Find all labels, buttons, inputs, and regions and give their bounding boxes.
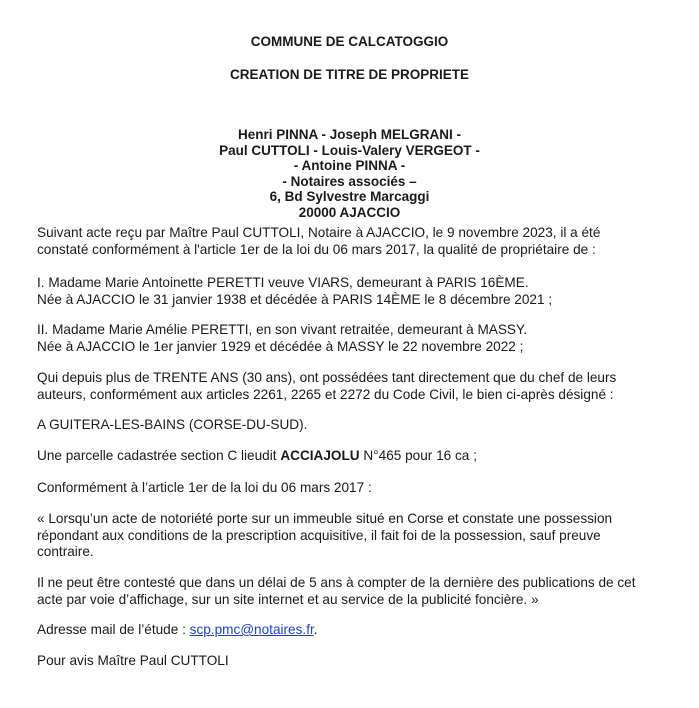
notaries-line: - Notaires associés – — [282, 173, 417, 189]
email-paragraph — [37, 622, 677, 639]
text-line: « Lorsqu’un acte de notoriété porte sur un immeuble situé en Corse et constate une possession — [37, 511, 613, 526]
text-line: répondant aux conditions de la prescription acquisitive, il fait foi de la possession, sauf preuve — [37, 527, 601, 543]
quote-paragraph-2 — [37, 575, 677, 608]
notaries-line: - Antoine PINNA - — [293, 158, 406, 173]
possession-paragraph — [37, 370, 677, 403]
address-line: 20000 AJACCIO — [298, 204, 401, 220]
email-link[interactable]: scp.pmc@notaires.fr — [189, 622, 314, 637]
parcel-lieudit: ACCIAJOLU — [280, 448, 360, 463]
email-suffix: . — [313, 622, 318, 637]
text-line: acte par voie d’affichage, sur un site internet et au service de la publicité foncière. » — [37, 591, 539, 607]
law-reference — [37, 480, 677, 497]
parcel-paragraph — [37, 448, 677, 465]
owner-2-paragraph — [37, 322, 677, 355]
text-line: II. Madame Marie Amélie PERETTI, en son vivant retraitée, demeurant à MASSY. — [37, 322, 528, 337]
text-line: contraire. — [37, 544, 94, 559]
commune-heading: COMMUNE DE CALCATOGGIO — [250, 34, 449, 49]
intro-paragraph — [37, 225, 677, 258]
text-line: Pour avis Maître Paul CUTTOLI — [37, 653, 229, 668]
email-label: Adresse mail de l’étude : — [37, 622, 190, 637]
text-line: Qui depuis plus de TRENTE ANS (30 ans), ont possédées tant directement que du chef de leurs — [37, 370, 617, 385]
text-line — [37, 622, 677, 639]
notaries-line: Paul CUTTOLI - Louis-Valery VERGEOT - — [219, 142, 480, 158]
text-line: Née à AJACCIO le 1er janvier 1929 et décédée à MASSY le 22 novembre 2022 ; — [37, 338, 524, 354]
text-line: Suivant acte reçu par Maître Paul CUTTOLI, Notaire à AJACCIO, le 9 novembre 2023, il a été — [37, 225, 601, 240]
address-line: 6, Bd Sylvestre Marcaggi — [269, 189, 430, 204]
text-line: constaté conformément à l'article 1er de la loi du 06 mars 2017, la qualité de propriétaire de : — [37, 241, 596, 257]
text-line: I. Madame Marie Antoinette PERETTI veuve VIARS, demeurant à PARIS 16ÈME. — [37, 275, 529, 290]
text-line: Il ne peut être contesté que dans un délai de 5 ans à compter de la dernière des publications de cet — [37, 575, 636, 590]
notaries-line: Henri PINNA - Joseph MELGRANI - — [237, 127, 461, 142]
notaries-block — [0, 127, 699, 220]
quote-paragraph-1 — [37, 511, 677, 561]
text-line — [37, 448, 677, 465]
signature — [37, 653, 677, 670]
text-line: Née à AJACCIO le 31 janvier 1938 et décédée à PARIS 14ÈME le 8 décembre 2021 ; — [37, 291, 553, 307]
parcel-suffix: N°465 pour 16 ca ; — [359, 448, 477, 463]
text-line: auteurs, conformément aux articles 2261, 2265 et 2272 du Code Civil, le bien ci-après désigné : — [37, 386, 614, 402]
document-title: CREATION DE TITRE DE PROPRIETE — [229, 67, 470, 82]
owner-1-paragraph — [37, 275, 677, 308]
parcel-prefix: Une parcelle cadastrée section C lieudit — [37, 448, 281, 463]
text-line: A GUITERA-LES-BAINS (CORSE-DU-SUD). — [37, 417, 308, 432]
location-paragraph — [37, 417, 677, 434]
text-line: Conformément à l’article 1er de la loi du 06 mars 2017 : — [37, 480, 372, 495]
